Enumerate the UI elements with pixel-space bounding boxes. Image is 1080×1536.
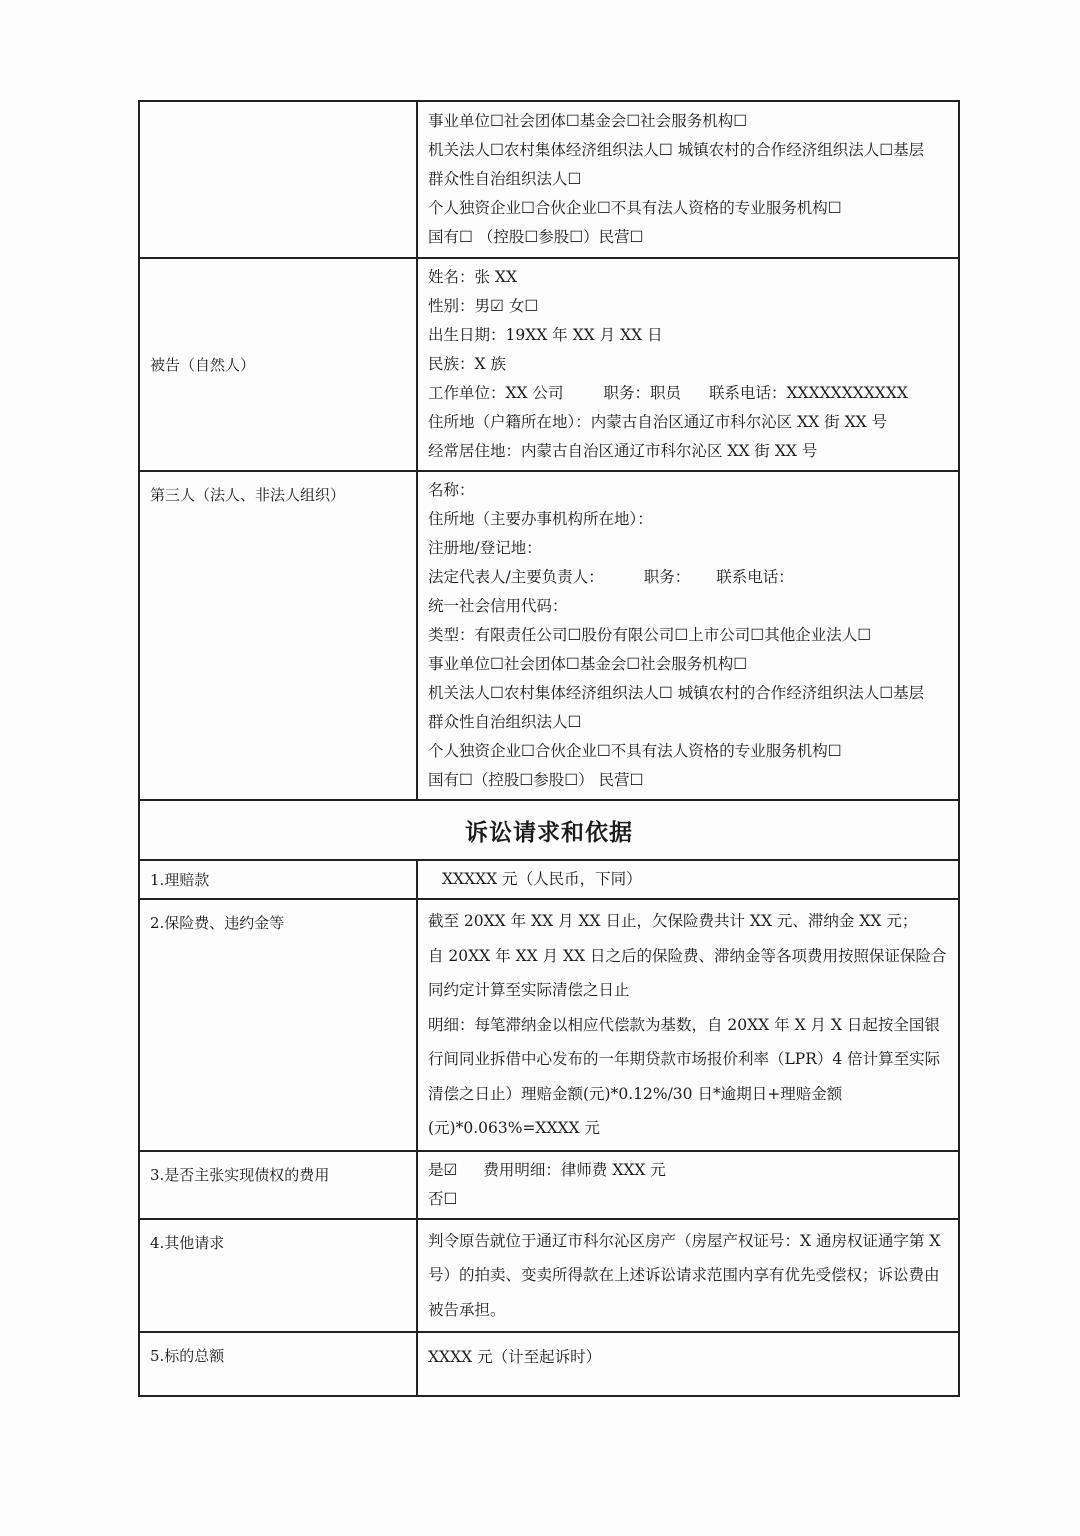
table-row (139, 258, 959, 471)
claim-content (417, 1151, 959, 1219)
claim-content (417, 1219, 959, 1333)
defendant-residence: 经常居住地：内蒙古自治区通辽市科尔沁区 XX 街 XX 号 (428, 442, 818, 460)
table-row (139, 471, 959, 800)
third-party-type-line: 个人独资企业☐合伙企业☐不具有法人资格的专业服务机构☐ (428, 742, 842, 760)
empty-label-cell (139, 101, 417, 258)
defendant-info-cell (417, 258, 959, 471)
claim-label: 4.其他请求 (139, 1219, 417, 1333)
claim-label: 3.是否主张实现债权的费用 (139, 1151, 417, 1219)
claim-text: 自 20XX 年 XX 月 XX 日之后的保险费、滞纳金等各项费用按照保证保险合同约定计算至实际清偿之日止 (428, 946, 947, 999)
section-title: 诉讼请求和依据 (139, 800, 959, 860)
table-row (139, 1151, 959, 1219)
third-party-phone: 联系电话： (716, 568, 794, 586)
third-party-type-line: 事业单位☐社会团体☐基金会☐社会服务机构☐ (428, 655, 748, 673)
claim-cost-yes-line (428, 1156, 950, 1185)
third-party-address: 住所地（主要办事机构所在地）： (428, 510, 653, 528)
third-party-type-line: 国有☐（控股☐参股☐） 民营☐ (428, 771, 644, 789)
third-party-representative-line (428, 563, 950, 592)
cost-no-checkbox: 否☐ (428, 1189, 458, 1208)
claim-text: XXXXX 元（人民币，下同） (442, 870, 642, 888)
org-type-line: 事业单位☐社会团体☐基金会☐社会服务机构☐ (428, 112, 748, 130)
table-row (139, 101, 959, 258)
claim-text: 截至 20XX 年 XX 月 XX 日止，欠保险费共计 XX 元、滞纳金 XX 元； (428, 912, 918, 930)
third-party-name: 名称： (428, 481, 475, 499)
cost-detail: 费用明细：律师费 XXX 元 (483, 1160, 666, 1179)
complaint-form-table (138, 100, 960, 1397)
third-party-type-line: 机关法人☐农村集体经济组织法人☐ 城镇农村的合作经济组织法人☐基层 (428, 684, 925, 702)
organization-type-cell (417, 101, 959, 258)
third-party-type: 类型：有限责任公司☐股份有限公司☐上市公司☐其他企业法人☐ (428, 626, 872, 644)
org-type-line: 群众性自治组织法人☐ (428, 170, 582, 188)
defendant-position: 职务：职员 (603, 384, 682, 402)
table-row (139, 1332, 959, 1396)
defendant-label: 被告（自然人） (139, 258, 417, 471)
org-type-line: 个人独资企业☐合伙企业☐不具有法人资格的专业服务机构☐ (428, 199, 842, 217)
defendant-birth: 出生日期：19XX 年 XX 月 XX 日 (428, 326, 663, 344)
claim-text: 明细：每笔滞纳金以相应代偿款为基数，自 20XX 年 X 月 X 日起按全国银行间同业拆借中心发布的一年期贷款市场报价利率（LPR）4 倍计算至实际清偿之日止）理赔金额(元)*0.12%/30 日*逾期日+理赔金额(元)*0.063%=XXXX 元 (428, 1015, 941, 1137)
defendant-name: 姓名：张 XX (428, 268, 517, 286)
claim-content (417, 899, 959, 1151)
org-type-line: 国有☐ （控股☐参股☐）民营☐ (428, 228, 644, 246)
table-row (139, 800, 959, 860)
claim-label: 2.保险费、违约金等 (139, 899, 417, 1151)
third-party-representative: 法定代表人/主要负责人： (428, 568, 604, 586)
third-party-label: 第三人（法人、非法人组织） (139, 471, 417, 800)
defendant-gender: 性别：男☑ 女☐ (428, 297, 539, 315)
claim-text: 判令原告就位于通辽市科尔沁区房产（房屋产权证号：X 通房权证通字第 X 号）的拍卖、变卖所得款在上述诉讼请求范围内享有优先受偿权；诉讼费由被告承担。 (428, 1231, 941, 1319)
defendant-domicile: 住所地（户籍所在地）：内蒙古自治区通辽市科尔沁区 XX 街 XX 号 (428, 413, 888, 431)
third-party-position: 职务： (643, 568, 691, 586)
table-row (139, 860, 959, 899)
claim-label: 1.理赔款 (139, 860, 417, 899)
cost-yes-checkbox: 是☑ (428, 1160, 458, 1179)
defendant-phone: 联系电话：XXXXXXXXXXX (709, 384, 908, 402)
third-party-credit-code: 统一社会信用代码： (428, 597, 568, 615)
defendant-work-unit: 工作单位：XX 公司 (428, 384, 564, 402)
claim-label: 5.标的总额 (139, 1332, 417, 1396)
table-row (139, 899, 959, 1151)
claim-text: XXXX 元（计至起诉时） (428, 1348, 602, 1366)
third-party-registration: 注册地/登记地： (428, 539, 542, 557)
table-row (139, 1219, 959, 1333)
claim-content (417, 860, 959, 899)
third-party-type-line: 群众性自治组织法人☐ (428, 713, 582, 731)
third-party-info-cell (417, 471, 959, 800)
defendant-ethnicity: 民族：X 族 (428, 355, 506, 373)
claim-content (417, 1332, 959, 1396)
defendant-work-line (428, 379, 950, 408)
org-type-line: 机关法人☐农村集体经济组织法人☐ 城镇农村的合作经济组织法人☐基层 (428, 141, 925, 159)
